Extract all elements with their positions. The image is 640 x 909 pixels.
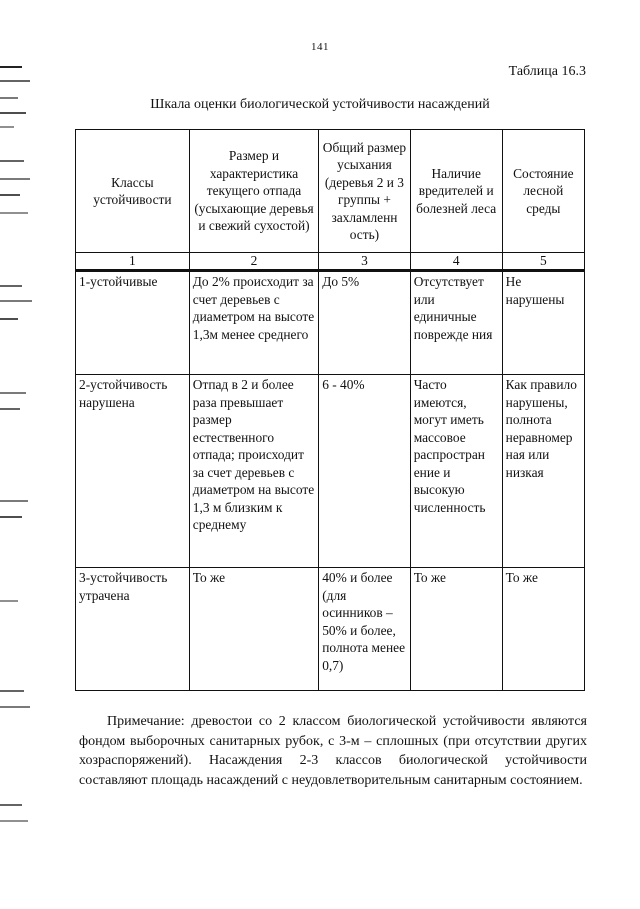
table-cell: То же: [189, 568, 318, 691]
column-number: 4: [410, 253, 502, 271]
table-cell: 2-устойчивость нарушена: [76, 375, 190, 568]
stability-table: [75, 129, 585, 691]
header-cell: Классы устойчивости: [76, 130, 190, 253]
table-cell: Не нарушены: [502, 271, 584, 375]
header-cell: Наличие вредителей и болезней леса: [410, 130, 502, 253]
table-cell: Отпад в 2 и более раза превышает размер естественного отпада; происходит за счет деревьев с диаметром на высоте 1,3 м близким к среднему: [189, 375, 318, 568]
table-note: Примечание: древостои со 2 классом биологической устойчивости являются фондом выборочных санитарных рубок, с 3-м – сплошных (при отсутствии других хозраспоряжений). Насаждения 2-3 классов биологической устойчивости составляют площадь насаждений с неудовлетворительным санитарным состоянием.: [79, 714, 587, 788]
table-header-row: [76, 130, 585, 253]
table-row: [76, 568, 585, 691]
table-cell: То же: [410, 568, 502, 691]
table-cell: 1-устойчивые: [76, 271, 190, 375]
column-number: 5: [502, 253, 584, 271]
column-number-row: [76, 253, 585, 271]
table-cell: 3-устойчивость утрачена: [76, 568, 190, 691]
column-number: 2: [189, 253, 318, 271]
table-cell: Часто имеются, могут иметь массовое распростран ение и высокую численность: [410, 375, 502, 568]
header-cell: Состояние лесной среды: [502, 130, 584, 253]
scan-edge-noise: [0, 0, 40, 909]
table-cell: Отсутствует или единичные поврежде ния: [410, 271, 502, 375]
table-cell: Как правило нарушены, полнота неравномер ная или низкая: [502, 375, 584, 568]
table-cell: До 5%: [319, 271, 411, 375]
header-cell: Размер и характеристика текущего отпада (усыхающие деревья и свежий сухостой): [189, 130, 318, 253]
header-cell: Общий размер усыхания (деревья 2 и 3 группы + захламленн ость): [319, 130, 411, 253]
table-cell: До 2% происходит за счет деревьев с диаметром на высоте 1,3м менее среднего: [189, 271, 318, 375]
table-cell: 40% и более (для осинников – 50% и более, полнота менее 0,7): [319, 568, 411, 691]
table-caption: Шкала оценки биологической устойчивости насаждений: [150, 97, 490, 112]
table-cell: 6 - 40%: [319, 375, 411, 568]
table-cell: То же: [502, 568, 584, 691]
column-number: 3: [319, 253, 411, 271]
page-number: 141: [311, 41, 329, 53]
column-number: 1: [76, 253, 190, 271]
table-row: [76, 271, 585, 375]
table-label: Таблица 16.3: [508, 64, 586, 79]
table-row: [76, 375, 585, 568]
